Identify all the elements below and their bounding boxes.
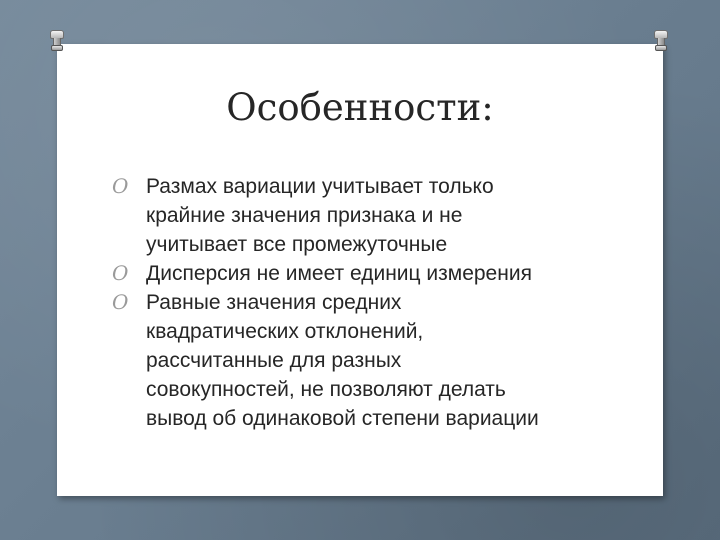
bullet-line: рассчитанные для разных — [146, 349, 402, 372]
bullet-item-variance — [112, 259, 652, 288]
bullet-line: вывод об одинаковой степени вариации — [146, 407, 539, 430]
bullet-line: квадратических отклонений, — [146, 320, 424, 343]
bullet-line: совокупностей, не позволяют делать — [146, 378, 506, 401]
bullet-marker-icon: O — [112, 290, 129, 314]
bullet-item-std-deviation — [112, 288, 652, 433]
bullet-item-range — [112, 172, 652, 259]
slide-title: Особенности: — [226, 86, 494, 129]
bullet-marker-icon: O — [112, 174, 129, 198]
thumbtack-icon — [50, 30, 64, 52]
bullet-line: крайние значения признака и не — [146, 204, 463, 227]
bullet-line: Равные значения средних — [146, 291, 402, 314]
bullet-line: Размах вариации учитывает только — [146, 175, 494, 198]
bullet-list — [112, 172, 652, 433]
thumbtack-icon — [654, 30, 668, 52]
bullet-marker-icon: O — [112, 261, 129, 285]
bullet-line: учитывает все промежуточные — [146, 233, 448, 256]
bullet-line: Дисперсия не имеет единиц измерения — [146, 262, 532, 285]
